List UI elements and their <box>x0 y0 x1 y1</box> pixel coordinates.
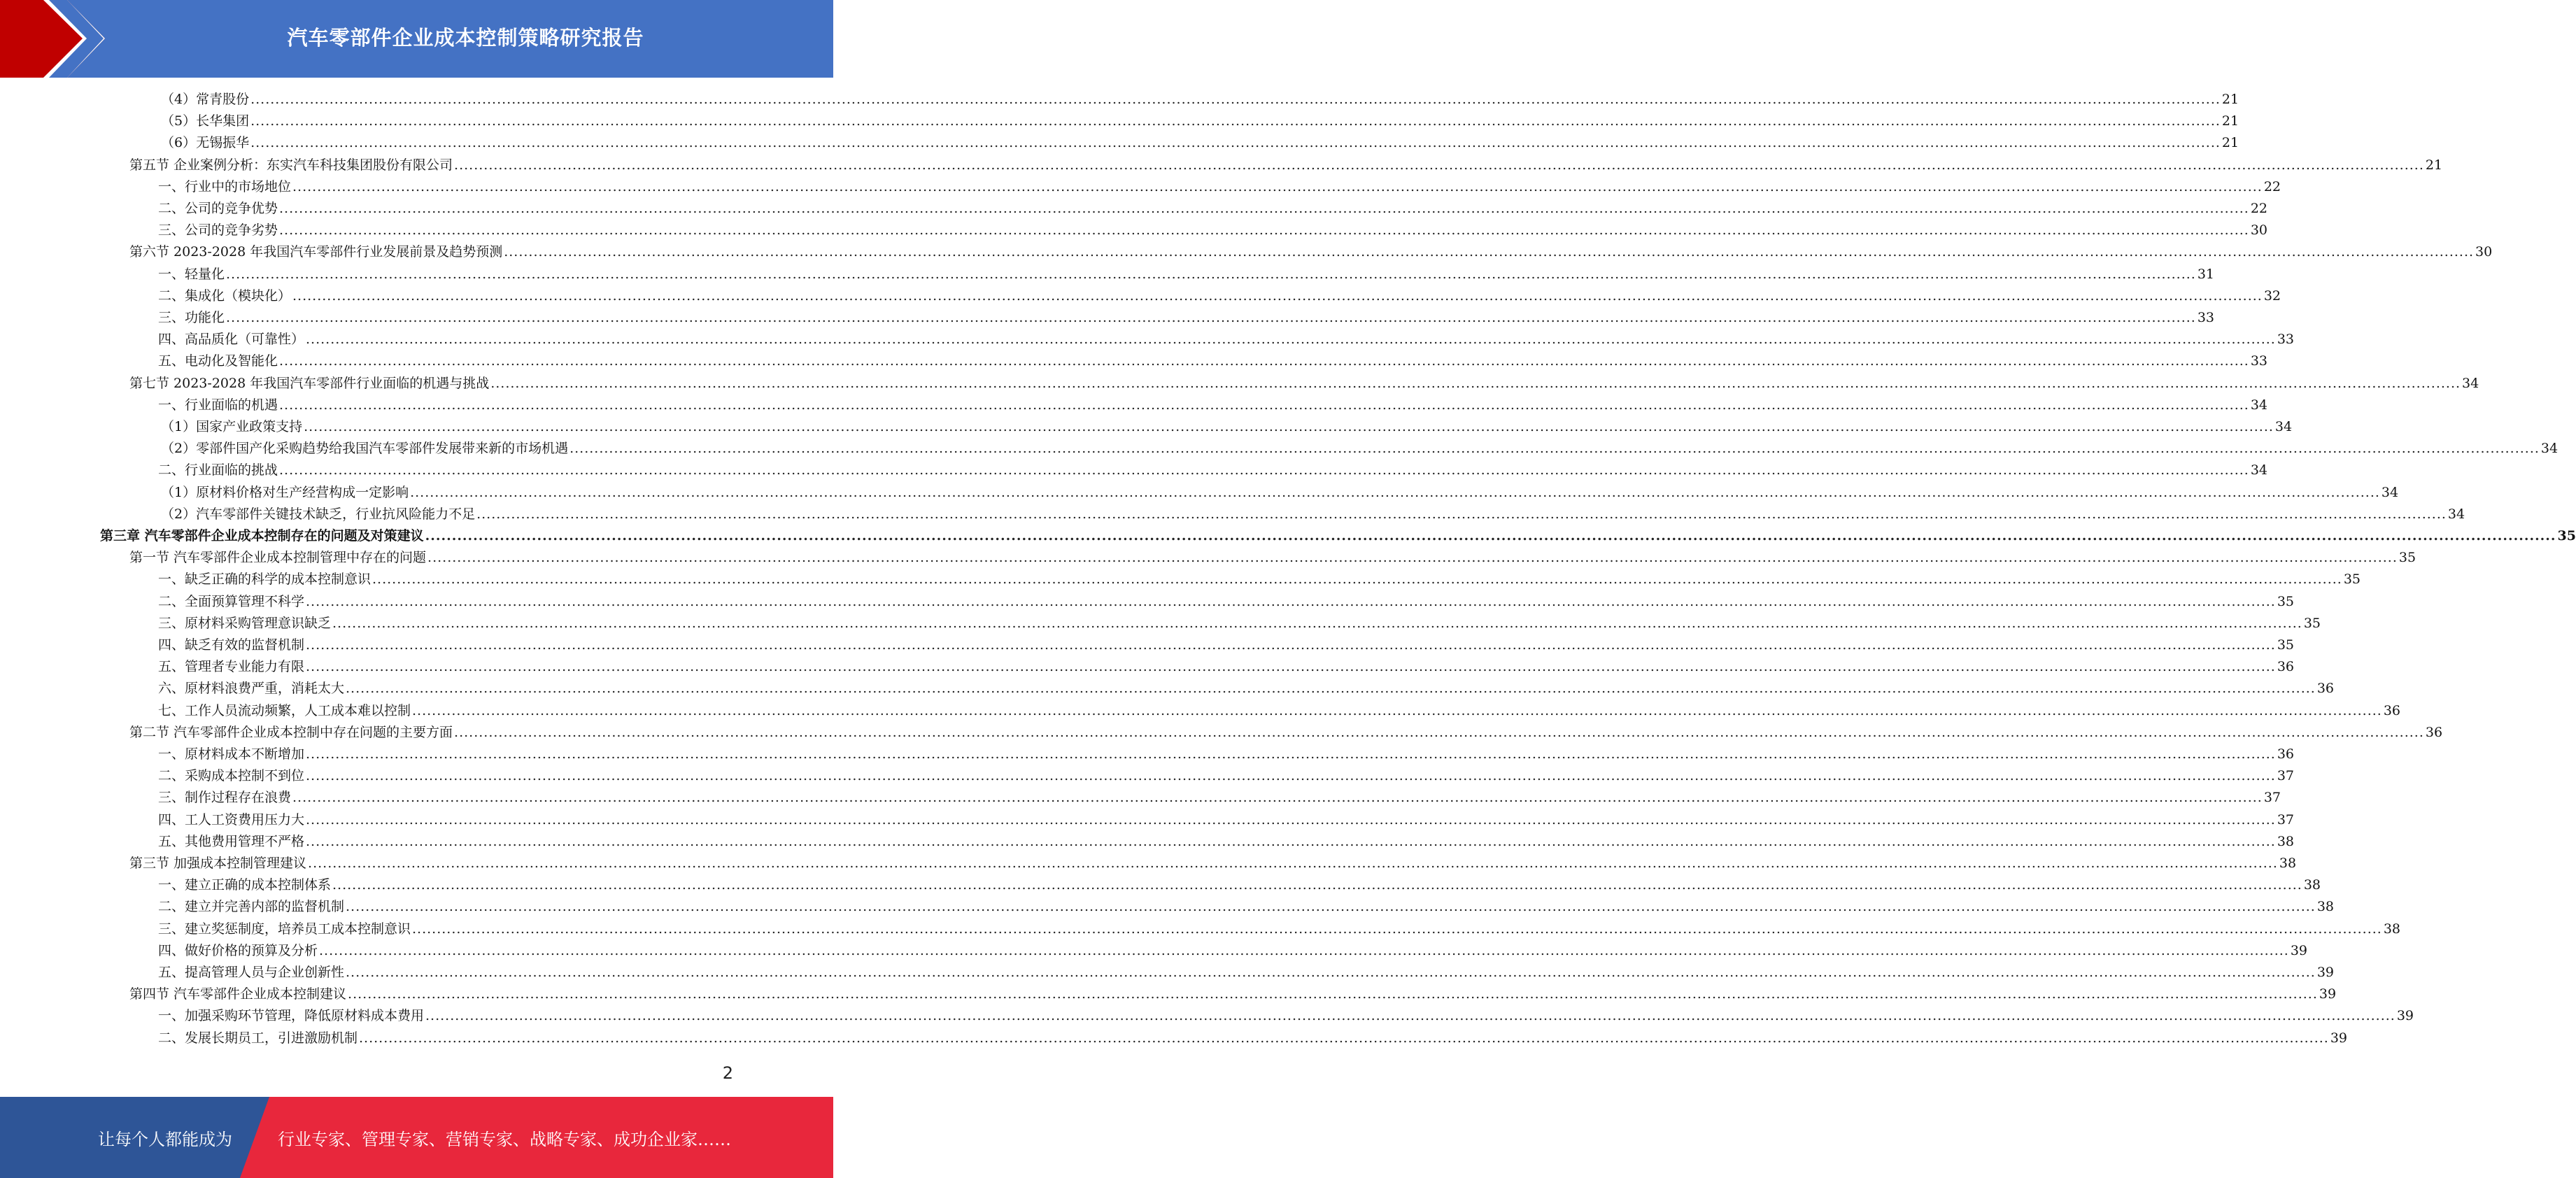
toc-entry-title: 二、全面预算管理不科学 <box>158 593 305 609</box>
toc-entry[interactable] <box>158 1028 2348 1049</box>
toc-entry-page: 39 <box>2319 986 2337 1002</box>
toc-leader-dots: ................................................................................................................................................................................................................................................................................................................................................................................................................ <box>425 528 2556 544</box>
toc-leader-dots: ................................................................................................................................................................................................................................................................................................................................................................................................................ <box>454 724 2424 740</box>
toc-entry-page: 37 <box>2277 811 2295 828</box>
toc-entry-title: 三、原材料采购管理意识缺乏 <box>158 615 332 631</box>
toc-leader-dots: ................................................................................................................................................................................................................................................................................................................................................................................................................ <box>279 353 2249 369</box>
toc-entry-title: （4）常青股份 <box>161 92 250 107</box>
toc-entry[interactable] <box>161 416 2293 438</box>
toc-entry-title: 第三节 加强成本控制管理建议 <box>129 856 307 871</box>
toc-leader-dots: ................................................................................................................................................................................................................................................................................................................................................................................................................ <box>306 593 2276 609</box>
toc-entry[interactable] <box>158 765 2295 787</box>
toc-entry[interactable] <box>161 89 2239 111</box>
toc-leader-dots: ................................................................................................................................................................................................................................................................................................................................................................................................................ <box>226 310 2196 325</box>
toc-entry-title: 第五节 企业案例分析：东实汽车科技集团股份有限公司 <box>129 157 453 173</box>
toc-leader-dots: ................................................................................................................................................................................................................................................................................................................................................................................................................ <box>476 506 2447 522</box>
toc-entry-page: 38 <box>2303 877 2321 893</box>
toc-leader-dots: ................................................................................................................................................................................................................................................................................................................................................................................................................ <box>306 332 2276 348</box>
toc-leader-dots: ................................................................................................................................................................................................................................................................................................................................................................................................................ <box>359 1030 2329 1046</box>
toc-entry-title: 三、建立奖惩制度，培养员工成本控制意识 <box>158 921 411 937</box>
toc-entry-title: （2）零部件国产化采购趋势给我国汽车零部件发展带来新的市场机遇 <box>161 441 569 457</box>
toc-entry-title: （2）汽车零部件关键技术缺乏，行业抗风险能力不足 <box>161 506 476 522</box>
toc-entry[interactable] <box>129 155 2443 176</box>
toc-entry-page: 36 <box>2383 702 2401 718</box>
toc-entry[interactable] <box>158 809 2295 831</box>
toc-entry[interactable] <box>158 896 2335 918</box>
toc-entry-title: 一、行业中的市场地位 <box>158 178 292 194</box>
toc-entry[interactable] <box>158 634 2295 656</box>
toc-leader-dots: ................................................................................................................................................................................................................................................................................................................................................................................................................ <box>490 375 2461 391</box>
toc-entry-page: 39 <box>2316 965 2335 980</box>
toc-entry-page: 34 <box>2381 484 2399 500</box>
toc-entry-title: 一、行业面临的机遇 <box>158 397 278 413</box>
page-number: 2 <box>722 1063 733 1083</box>
toc-entry-page: 35 <box>2343 572 2361 588</box>
toc-entry[interactable] <box>158 591 2295 613</box>
toc-entry-page: 38 <box>2383 921 2401 937</box>
toc-entry-title: 六、原材料浪费严重，消耗太大 <box>158 681 345 697</box>
toc-leader-dots: ................................................................................................................................................................................................................................................................................................................................................................................................................ <box>279 397 2249 413</box>
toc-entry[interactable] <box>158 656 2295 678</box>
toc-entry[interactable] <box>129 984 2337 1005</box>
toc-entry[interactable] <box>158 678 2335 700</box>
toc-entry-title: 五、管理者专业能力有限 <box>158 659 305 675</box>
toc-leader-dots: ................................................................................................................................................................................................................................................................................................................................................................................................................ <box>319 942 2289 958</box>
toc-leader-dots: ................................................................................................................................................................................................................................................................................................................................................................................................................ <box>454 157 2424 173</box>
toc-entry[interactable] <box>158 918 2401 940</box>
toc-leader-dots: ................................................................................................................................................................................................................................................................................................................................................................................................................ <box>306 637 2276 653</box>
toc-entry-page: 36 <box>2316 681 2335 697</box>
toc-entry-title: 二、行业面临的挑战 <box>158 462 278 478</box>
toc-leader-dots: ................................................................................................................................................................................................................................................................................................................................................................................................................ <box>250 92 2221 107</box>
toc-entry-title: （1）原材料价格对生产经营构成一定影响 <box>161 484 409 500</box>
footer-slogan-right: 行业专家、管理专家、营销专家、战略专家、成功企业家…… <box>278 1129 731 1149</box>
toc-entry-page: 34 <box>2250 397 2268 413</box>
toc-entry-title: 一、加强采购环节管理，降低原材料成本费用 <box>158 1008 425 1024</box>
toc-leader-dots: ................................................................................................................................................................................................................................................................................................................................................................................................................ <box>425 1008 2395 1024</box>
toc-entry[interactable] <box>158 940 2308 962</box>
toc-leader-dots: ................................................................................................................................................................................................................................................................................................................................................................................................................ <box>346 899 2316 915</box>
toc-entry-page: 22 <box>2250 201 2268 216</box>
toc-entry-page: 35 <box>2557 528 2576 544</box>
toc-entry[interactable] <box>100 525 2576 547</box>
toc-entry[interactable] <box>158 285 2281 307</box>
toc-entry-title: 二、采购成本控制不到位 <box>158 768 305 784</box>
toc-entry-page: 30 <box>2475 244 2493 260</box>
header-arrow-graphic <box>0 0 105 78</box>
toc-entry-title: 第一节 汽车零部件企业成本控制管理中存在的问题 <box>129 550 427 566</box>
toc-leader-dots: ................................................................................................................................................................................................................................................................................................................................................................................................................ <box>306 768 2276 784</box>
toc-entry[interactable] <box>158 787 2281 809</box>
report-title: 汽车零部件企业成本控制策略研究报告 <box>287 25 644 50</box>
toc-entry-title: 三、公司的竞争劣势 <box>158 222 278 239</box>
toc-entry[interactable] <box>158 569 2361 590</box>
toc-entry[interactable] <box>129 547 2416 569</box>
toc-entry[interactable] <box>161 482 2399 504</box>
toc-leader-dots: ................................................................................................................................................................................................................................................................................................................................................................................................................ <box>279 222 2249 239</box>
toc-leader-dots: ................................................................................................................................................................................................................................................................................................................................................................................................................ <box>306 811 2276 828</box>
toc-leader-dots: ................................................................................................................................................................................................................................................................................................................................................................................................................ <box>306 659 2276 675</box>
toc-entry-title: 二、发展长期员工，引进激励机制 <box>158 1030 358 1046</box>
toc-entry-title: 第二节 汽车零部件企业成本控制中存在问题的主要方面 <box>129 724 453 740</box>
toc-leader-dots: ................................................................................................................................................................................................................................................................................................................................................................................................................ <box>504 244 2475 260</box>
toc-entry[interactable] <box>158 198 2268 220</box>
toc-entry-page: 31 <box>2197 266 2215 282</box>
toc-leader-dots: ................................................................................................................................................................................................................................................................................................................................................................................................................ <box>427 550 2398 566</box>
toc-entry-title: 一、轻量化 <box>158 266 225 282</box>
toc-leader-dots: ................................................................................................................................................................................................................................................................................................................................................................................................................ <box>306 746 2276 762</box>
toc-entry-page: 34 <box>2250 462 2268 478</box>
toc-leader-dots: ................................................................................................................................................................................................................................................................................................................................................................................................................ <box>372 572 2342 588</box>
toc-leader-dots: ................................................................................................................................................................................................................................................................................................................................................................................................................ <box>348 986 2318 1002</box>
toc-leader-dots: ................................................................................................................................................................................................................................................................................................................................................................................................................ <box>410 484 2380 500</box>
toc-entry-page: 39 <box>2330 1030 2348 1046</box>
toc-entry-page: 36 <box>2425 724 2443 740</box>
toc-leader-dots: ................................................................................................................................................................................................................................................................................................................................................................................................................ <box>332 615 2302 631</box>
toc-leader-dots: ................................................................................................................................................................................................................................................................................................................................................................................................................ <box>569 441 2540 457</box>
toc-entry-title: 第六节 2023-2028 年我国汽车零部件行业发展前景及趋势预测 <box>129 244 503 260</box>
toc-leader-dots: ................................................................................................................................................................................................................................................................................................................................................................................................................ <box>292 288 2263 304</box>
toc-entry-title: 五、提高管理人员与企业创新性 <box>158 965 345 980</box>
toc-entry-page: 37 <box>2263 790 2281 806</box>
toc-entry-title: 第七节 2023-2028 年我国汽车零部件行业面临的机遇与挑战 <box>129 375 490 391</box>
toc-entry-title: 一、建立正确的成本控制体系 <box>158 877 332 893</box>
toc-entry-title: 一、原材料成本不断增加 <box>158 746 305 762</box>
toc-leader-dots: ................................................................................................................................................................................................................................................................................................................................................................................................................ <box>412 921 2382 937</box>
toc-entry-title: 四、高品质化（可靠性） <box>158 332 305 348</box>
toc-entry[interactable] <box>158 329 2295 350</box>
toc-entry-page: 35 <box>2277 593 2295 609</box>
toc-entry[interactable] <box>158 350 2268 372</box>
toc-entry[interactable] <box>161 132 2239 154</box>
toc-entry-title: 五、其他费用管理不严格 <box>158 833 305 849</box>
toc-entry-page: 38 <box>2316 899 2335 915</box>
toc-entry-title: 四、做好价格的预算及分析 <box>158 942 318 958</box>
toc-entry-title: （1）国家产业政策支持 <box>161 419 303 434</box>
toc-entry-page: 34 <box>2462 375 2479 391</box>
toc-entry[interactable] <box>158 874 2321 896</box>
toc-entry-page: 22 <box>2263 178 2281 194</box>
toc-entry-title: 七、工作人员流动频繁，人工成本难以控制 <box>158 702 411 718</box>
toc-entry[interactable] <box>129 722 2443 744</box>
toc-entry[interactable] <box>158 460 2268 481</box>
toc-leader-dots: ................................................................................................................................................................................................................................................................................................................................................................................................................ <box>292 790 2263 806</box>
toc-entry-page: 33 <box>2277 332 2295 348</box>
toc-entry[interactable] <box>158 395 2268 416</box>
toc-entry-page: 21 <box>2425 157 2443 173</box>
toc-entry-page: 33 <box>2250 353 2268 369</box>
toc-leader-dots: ................................................................................................................................................................................................................................................................................................................................................................................................................ <box>346 965 2316 980</box>
toc-entry-title: 第四节 汽车零部件企业成本控制建议 <box>129 986 347 1002</box>
toc-entry[interactable] <box>158 307 2215 329</box>
toc-leader-dots: ................................................................................................................................................................................................................................................................................................................................................................................................................ <box>279 462 2249 478</box>
toc-leader-dots: ................................................................................................................................................................................................................................................................................................................................................................................................................ <box>250 135 2221 151</box>
toc-entry[interactable] <box>158 264 2215 285</box>
toc-leader-dots: ................................................................................................................................................................................................................................................................................................................................................................................................................ <box>304 419 2274 434</box>
toc-entry[interactable] <box>129 241 2493 263</box>
page-header <box>0 0 833 78</box>
footer-slogan-left: 让每个人都能成为 <box>98 1129 232 1149</box>
toc-entry-page: 35 <box>2303 615 2321 631</box>
toc-entry-title: （6）无锡振华 <box>161 135 250 151</box>
toc-entry-title: 二、建立并完善内部的监督机制 <box>158 899 345 915</box>
toc-entry[interactable] <box>158 1005 2414 1027</box>
toc-entry-title: 一、缺乏正确的科学的成本控制意识 <box>158 572 371 588</box>
toc-entry-page: 34 <box>2447 506 2465 522</box>
toc-entry-title: 四、缺乏有效的监督机制 <box>158 637 305 653</box>
toc-entry[interactable] <box>129 373 2479 395</box>
toc-entry[interactable] <box>161 111 2239 132</box>
toc-entry-title: 二、集成化（模块化） <box>158 288 292 304</box>
toc-entry[interactable] <box>161 504 2465 525</box>
toc-entry-page: 37 <box>2277 768 2295 784</box>
toc-entry-page: 21 <box>2221 92 2239 107</box>
toc-entry[interactable] <box>158 831 2295 853</box>
toc-entry[interactable] <box>158 220 2268 241</box>
toc-entry[interactable] <box>158 176 2281 198</box>
toc-leader-dots: ................................................................................................................................................................................................................................................................................................................................................................................................................ <box>306 833 2276 849</box>
toc-entry-title: 二、公司的竞争优势 <box>158 201 278 216</box>
toc-entry-page: 36 <box>2277 659 2295 675</box>
toc-entry-title: （5）长华集团 <box>161 113 250 129</box>
toc-leader-dots: ................................................................................................................................................................................................................................................................................................................................................................................................................ <box>308 856 2278 871</box>
toc-entry[interactable] <box>129 853 2297 874</box>
toc-entry-page: 34 <box>2274 419 2293 434</box>
toc-entry-page: 34 <box>2540 441 2559 457</box>
toc-entry-page: 38 <box>2279 856 2297 871</box>
toc-entry[interactable] <box>158 613 2321 634</box>
toc-leader-dots: ................................................................................................................................................................................................................................................................................................................................................................................................................ <box>332 877 2302 893</box>
toc-entry-page: 30 <box>2250 222 2268 239</box>
toc-entry[interactable] <box>158 700 2401 722</box>
toc-entry-page: 33 <box>2197 310 2215 325</box>
toc-leader-dots: ................................................................................................................................................................................................................................................................................................................................................................................................................ <box>412 702 2382 718</box>
toc-leader-dots: ................................................................................................................................................................................................................................................................................................................................................................................................................ <box>292 178 2263 194</box>
toc-entry-title: 第三章 汽车零部件企业成本控制存在的问题及对策建议 <box>100 528 424 544</box>
toc-entry-page: 39 <box>2290 942 2308 958</box>
toc-entry[interactable] <box>158 962 2335 984</box>
toc-entry-title: 三、功能化 <box>158 310 225 325</box>
toc-leader-dots: ................................................................................................................................................................................................................................................................................................................................................................................................................ <box>346 681 2316 697</box>
toc-entry-page: 36 <box>2277 746 2295 762</box>
toc-entry-page: 38 <box>2277 833 2295 849</box>
toc-entry-page: 35 <box>2277 637 2295 653</box>
toc-entry-title: 五、电动化及智能化 <box>158 353 278 369</box>
page-footer <box>0 1097 833 1178</box>
toc-entry-title: 三、制作过程存在浪费 <box>158 790 292 806</box>
toc-entry-page: 32 <box>2263 288 2281 304</box>
toc-leader-dots: ................................................................................................................................................................................................................................................................................................................................................................................................................ <box>250 113 2221 129</box>
toc-entry[interactable] <box>161 438 2559 460</box>
toc-entry-page: 21 <box>2221 135 2239 151</box>
toc-entry-page: 21 <box>2221 113 2239 129</box>
toc-entry-page: 39 <box>2396 1008 2414 1024</box>
toc-leader-dots: ................................................................................................................................................................................................................................................................................................................................................................................................................ <box>279 201 2249 216</box>
toc-entry-title: 四、工人工资费用压力大 <box>158 811 305 828</box>
toc-entry-page: 35 <box>2398 550 2416 566</box>
toc-entry[interactable] <box>158 744 2295 765</box>
toc-leader-dots: ................................................................................................................................................................................................................................................................................................................................................................................................................ <box>226 266 2196 282</box>
